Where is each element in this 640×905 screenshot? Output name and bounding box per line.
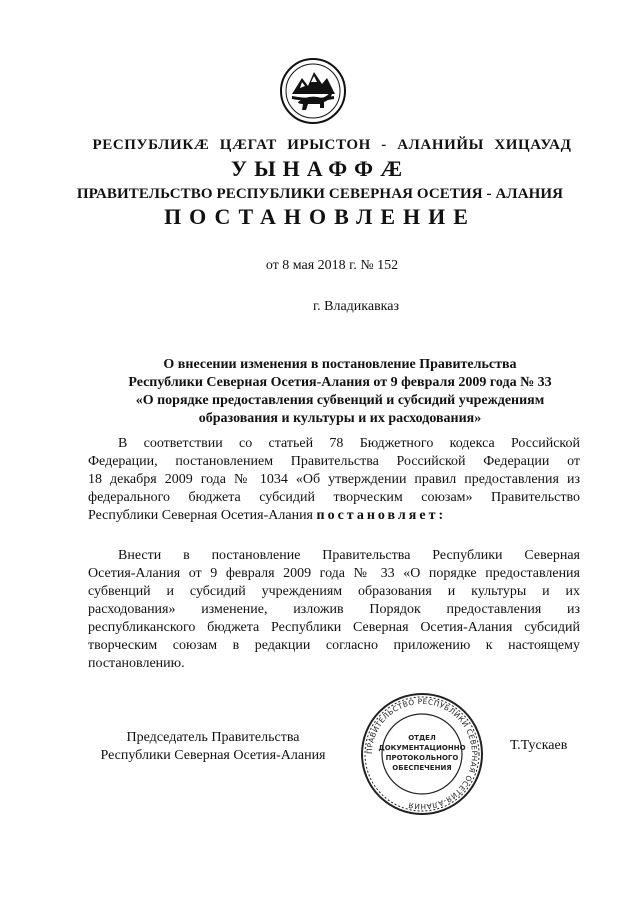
paragraph-resolution — [88, 547, 580, 673]
paragraph-text: Республики Северная Осетия-Алания — [88, 508, 313, 523]
signatory-name: Т.Тускаев — [510, 738, 568, 753]
paragraph-line: федерального бюджета субсидий творческим союзам» Правительство — [88, 490, 580, 505]
coat-of-arms-emblem — [278, 56, 348, 126]
paragraph-line: субвенций и субсидий учреждениям образования и культуры и их — [88, 584, 580, 599]
paragraph-line: В соответствии со статьей 78 Бюджетного кодекса Российской — [118, 436, 580, 451]
document-title — [90, 356, 590, 428]
title-line: образования и культуры и их расходования» — [198, 411, 482, 426]
paragraph-line: 18 декабря 2009 года № 1034 «Об утверждении правил предоставления из — [88, 472, 580, 487]
stamp-inner-line: ОБЕСПЕЧЕНИЯ — [392, 764, 452, 772]
resolves-keyword: постановляет: — [316, 508, 447, 523]
paragraph-preamble — [88, 435, 580, 525]
stamp-inner-line: ОТДЕЛ — [408, 734, 436, 742]
title-line: Республики Северная Осетия-Алания от 9 февраля 2009 года № 33 — [128, 375, 552, 390]
header-russian-title: ПОСТАНОВЛЕНИЕ — [164, 204, 476, 229]
stamp-inner-line: ПРОТОКОЛЬНОГО — [385, 754, 459, 762]
title-line: О внесении изменения в постановление Правительства — [163, 357, 517, 372]
header-ossetian-government: РЕСПУБЛИКӔ ЦӔГАТ ИРЫСТОН - АЛАНИЙЫ ХИЦАУАД — [92, 137, 572, 153]
paragraph-line: Осетия-Алания от 9 февраля 2009 года № 33 «О порядке предоставления — [88, 566, 580, 581]
paragraph-line: республиканского бюджета Республики Северная Осетия-Алания субсидий — [88, 620, 580, 635]
stamp-inner-line: ДОКУМЕНТАЦИОННО — [378, 744, 466, 752]
signatory-position — [92, 729, 334, 765]
header-russian-government: ПРАВИТЕЛЬСТВО РЕСПУБЛИКИ СЕВЕРНАЯ ОСЕТИЯ - АЛАНИЯ — [76, 186, 564, 202]
paragraph-line: творческим союзам в редакции согласно приложению к настоящему — [88, 638, 580, 653]
stamp-outer-text: ПРАВИТЕЛЬСТВО РЕСПУБЛИКИ СЕВЕРНАЯ ОСЕТИЯ-АЛАНИЯ — [364, 696, 480, 812]
paragraph-line: Федерации, постановлением Правительства Российской Федерации от — [88, 454, 580, 469]
signatory-position-line: Председатель Правительства — [126, 730, 300, 745]
paragraph-line — [88, 507, 580, 525]
signatory-position-line: Республики Северная Осетия-Алания — [100, 748, 326, 763]
header-ossetian-title: УЫНАФФӔ — [230, 156, 410, 181]
document-city: г. Владикавказ — [312, 299, 400, 314]
title-line: «О порядке предоставления субвенций и субсидий учреждениям — [135, 393, 545, 408]
official-stamp — [360, 692, 484, 816]
document-date-number: от 8 мая 2018 г. № 152 — [265, 258, 399, 273]
paragraph-line: расходования» изменение, изложив Порядок предоставления из — [88, 602, 580, 617]
paragraph-line: постановлению. — [88, 656, 185, 671]
paragraph-line: Внести в постановление Правительства Республики Северная — [118, 548, 580, 563]
